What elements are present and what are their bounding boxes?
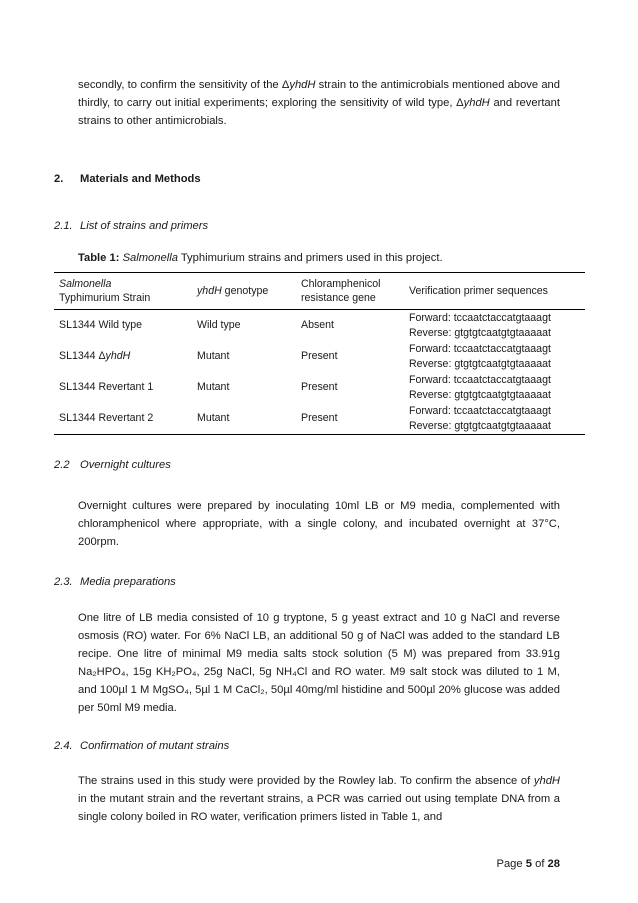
cell-primers: Forward: tccaatctaccatgtaaagt Reverse: gtgtgtcaatgtgtaaaaat	[409, 343, 551, 370]
cell-strain: SL1344 ΔyhdH	[59, 350, 131, 363]
cell-genotype: Mutant	[197, 350, 230, 363]
subsection-heading-media-preparations: 2.3. Media preparations	[54, 576, 176, 588]
header-genotype: yhdH genotype	[197, 284, 269, 297]
subsection-heading-mutant-confirmation: 2.4. Confirmation of mutant strains	[54, 740, 230, 752]
table-caption: Table 1: Salmonella Typhimurium strains and primers used in this project.	[78, 252, 443, 264]
cell-cm: Present	[301, 412, 338, 425]
cell-genotype: Mutant	[197, 412, 230, 425]
cell-primers: Forward: tccaatctaccatgtaaagt Reverse: gtgtgtcaatgtgtaaaaat	[409, 374, 551, 401]
table-row	[54, 341, 585, 372]
media-preparations-paragraph: One litre of LB media consisted of 10 g tryptone, 5 g yeast extract and 10 g NaCl and reverse osmosis (RO) water. For 6% NaCl LB, an additional 50 g of NaCl was added to the standard LB recipe. One litre of minimal M9 media salts stock solution (5 M) was prepared from 33.91g Na₂HPO₄, 15g KH₂PO₄, 25g NaCl, 5g NH₄Cl and RO water. M9 salt stock was diluted to 1 M, and 100µl 1 M MgSO₄, 5µl 1 M CaCl₂, 50µl 40mg/ml histidine and 500µl 20% glucose was added per 50ml M9 media.	[78, 612, 560, 714]
section-heading-materials-methods: 2. Materials and Methods	[54, 173, 201, 185]
cell-genotype: Wild type	[197, 319, 241, 332]
cell-strain: SL1344 Revertant 2	[59, 412, 154, 425]
header-cm-resistance: Chloramphenicol resistance gene	[301, 277, 381, 304]
table-row	[54, 310, 585, 342]
cell-primers: Forward: tccaatctaccatgtaaagt Reverse: gtgtgtcaatgtgtaaaaat	[409, 312, 551, 339]
overnight-cultures-paragraph: Overnight cultures were prepared by inoculating 10ml LB or M9 media, complemented with chloramphenicol where appropriate, with a single colony, and incubated overnight at 37°C, 200rpm.	[78, 500, 560, 548]
cell-cm: Present	[301, 381, 338, 394]
table-row	[54, 372, 585, 403]
subsection-heading-strains-primers: 2.1. List of strains and primers	[54, 220, 209, 232]
cell-cm: Present	[301, 350, 338, 363]
mutant-confirmation-paragraph: The strains used in this study were provided by the Rowley lab. To confirm the absence of yhdH in the mutant strain and the revertant strains, a PCR was carried out using template DNA from a single colony boiled in RO water, verification primers listed in Table 1, and	[78, 775, 560, 823]
intro-paragraph: secondly, to confirm the sensitivity of the ΔyhdH strain to the antimicrobials mentioned above and thirdly, to carry out initial experiments; exploring the sensitivity of wild type, ΔyhdH and revertant strains to other antimicrobials.	[78, 79, 560, 127]
header-primers: Verification primer sequences	[409, 284, 548, 297]
cell-strain: SL1344 Wild type	[59, 319, 143, 332]
strains-primers-table	[54, 272, 585, 435]
table-row	[54, 403, 585, 435]
cell-primers: Forward: tccaatctaccatgtaaagt Reverse: gtgtgtcaatgtgtaaaaat	[409, 405, 551, 432]
cell-strain: SL1344 Revertant 1	[59, 381, 154, 394]
cell-genotype: Mutant	[197, 381, 230, 394]
header-strain: Salmonella Typhimurium Strain	[59, 277, 151, 304]
cell-cm: Absent	[301, 319, 334, 332]
table-header-row	[54, 273, 585, 310]
page-number: Page 5 of 28	[496, 858, 560, 870]
subsection-heading-overnight-cultures: 2.2 Overnight cultures	[54, 459, 171, 471]
